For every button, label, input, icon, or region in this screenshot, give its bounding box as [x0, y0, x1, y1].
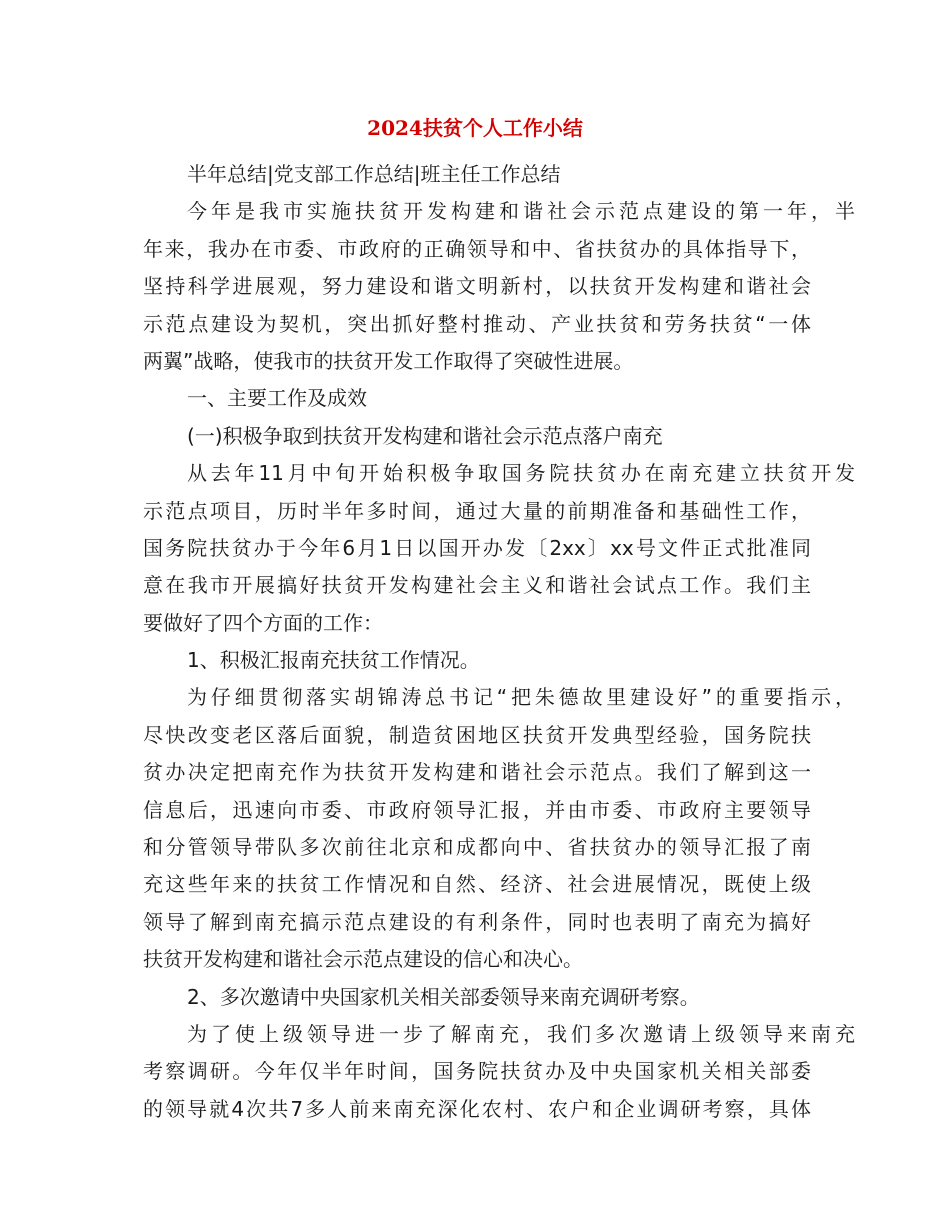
paragraph-line: 两翼”战略，使我市的扶贫开发工作取得了突破性进展。: [143, 348, 634, 373]
paragraph-line: 一、主要工作及成效: [187, 386, 367, 411]
paragraph-line: 示范点项目，历时半年多时间，通过大量的前期准备和基础性工作，: [143, 498, 811, 523]
document-title: 2024扶贫个人工作小结: [367, 116, 583, 140]
paragraph-line: 信息后，迅速向市委、市政府领导汇报，并由市委、市政府主要领导: [143, 797, 811, 822]
paragraph-line: 半年总结|党支部工作总结|班主任工作总结: [187, 162, 561, 186]
paragraph-line: 示范点建设为契机，突出抓好整村推动、产业扶贫和劳务扶贫“一体: [143, 311, 811, 336]
paragraph-line: 的领导就4次共7多人前来南充深化农村、农户和企业调研考察，具体: [143, 1096, 811, 1121]
paragraph-line: 坚持科学进展观，努力建设和谐文明新村，以扶贫开发构建和谐社会: [143, 274, 811, 299]
paragraph-line: 意在我市开展搞好扶贫开发构建社会主义和谐社会试点工作。我们主: [143, 573, 811, 598]
paragraph-line: 要做好了四个方面的工作：: [143, 610, 383, 635]
document-body: [143, 156, 855, 1128]
paragraph-line: 今年是我市实施扶贫开发构建和谐社会示范点建设的第一年，半: [187, 199, 855, 224]
paragraph-line: 为仔细贯彻落实胡锦涛总书记“把朱德故里建设好”的重要指示，: [187, 685, 855, 710]
paragraph-line: 1、积极汇报南充扶贫工作情况。: [187, 648, 480, 673]
paragraph-line: 贫办决定把南充作为扶贫开发构建和谐社会示范点。我们了解到这一: [143, 760, 811, 785]
paragraph-line: 和分管领导带队多次前往北京和成都向中、省扶贫办的领导汇报了南: [143, 835, 811, 860]
paragraph-line: 从去年11月中旬开始积极争取国务院扶贫办在南充建立扶贫开发: [187, 461, 855, 486]
paragraph-line: 为了使上级领导进一步了解南充，我们多次邀请上级领导来南充: [187, 1021, 855, 1046]
paragraph-line: (一)积极争取到扶贫开发构建和谐社会示范点落户南充: [187, 423, 663, 448]
paragraph-line: 国务院扶贫办于今年6月1日以国开办发〔2xx〕xx号文件正式批准同: [143, 535, 811, 560]
paragraph-line: 考察调研。今年仅半年时间，国务院扶贫办及中央国家机关相关部委: [143, 1059, 811, 1084]
paragraph-line: 扶贫开发构建和谐社会示范点建设的信心和决心。: [143, 947, 583, 972]
paragraph-line: 充这些年来的扶贫工作情况和自然、经济、社会进展情况，既使上级: [143, 872, 811, 897]
paragraph-line: 2、多次邀请中央国家机关相关部委领导来南充调研考察。: [187, 984, 700, 1009]
paragraph-line: 年来，我办在市委、市政府的正确领导和中、省扶贫办的具体指导下，: [143, 236, 811, 261]
paragraph-line: 领导了解到南充搞示范点建设的有利条件，同时也表明了南充为搞好: [143, 909, 811, 934]
paragraph-line: 尽快改变老区落后面貌，制造贫困地区扶贫开发典型经验，国务院扶: [143, 722, 811, 747]
